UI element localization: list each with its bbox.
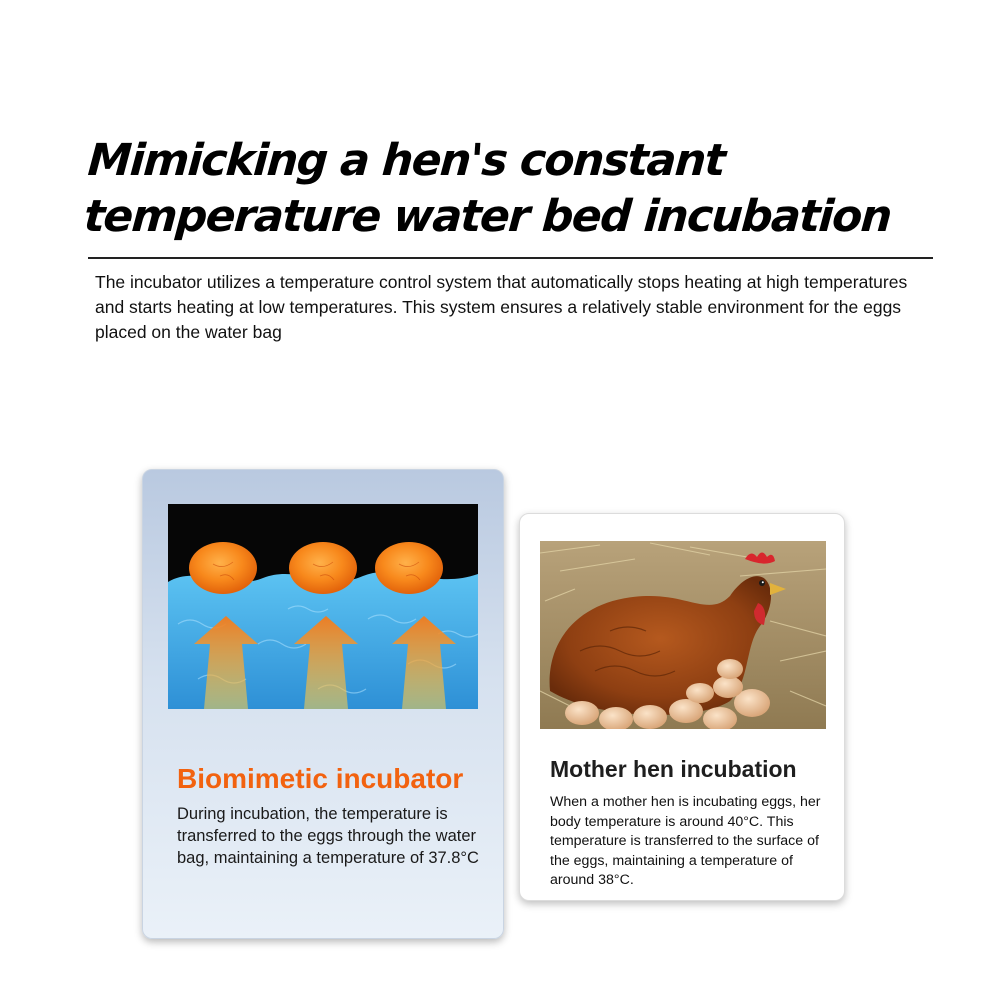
mother-hen-title: Mother hen incubation (550, 756, 797, 782)
hen-on-eggs-photo (540, 541, 826, 729)
biomimetic-title: Biomimetic incubator (177, 763, 464, 794)
title-divider (88, 257, 933, 259)
biomimetic-incubator-card (142, 469, 504, 939)
mother-hen-description: When a mother hen is incubating eggs, her body temperature is around 40°C. This temperature is transferred to the surface of the eggs, maintaining a temperature of around 38°C. (550, 794, 821, 888)
mother-hen-card (519, 513, 845, 901)
page-title: Mimicking a hen's constant temperature water bed incubation (82, 135, 893, 242)
biomimetic-description: During incubation, the temperature is transferred to the eggs through the water bag, maintaining a temperature of 37.8°C (177, 805, 479, 867)
intro-paragraph: The incubator utilizes a temperature control system that automatically stops heating at high temperatures and starts heating at low temperatures. This system ensures a relatively stable environment for the eggs placed on the water bag (95, 272, 908, 342)
water-bag-eggs-illustration (168, 504, 478, 709)
